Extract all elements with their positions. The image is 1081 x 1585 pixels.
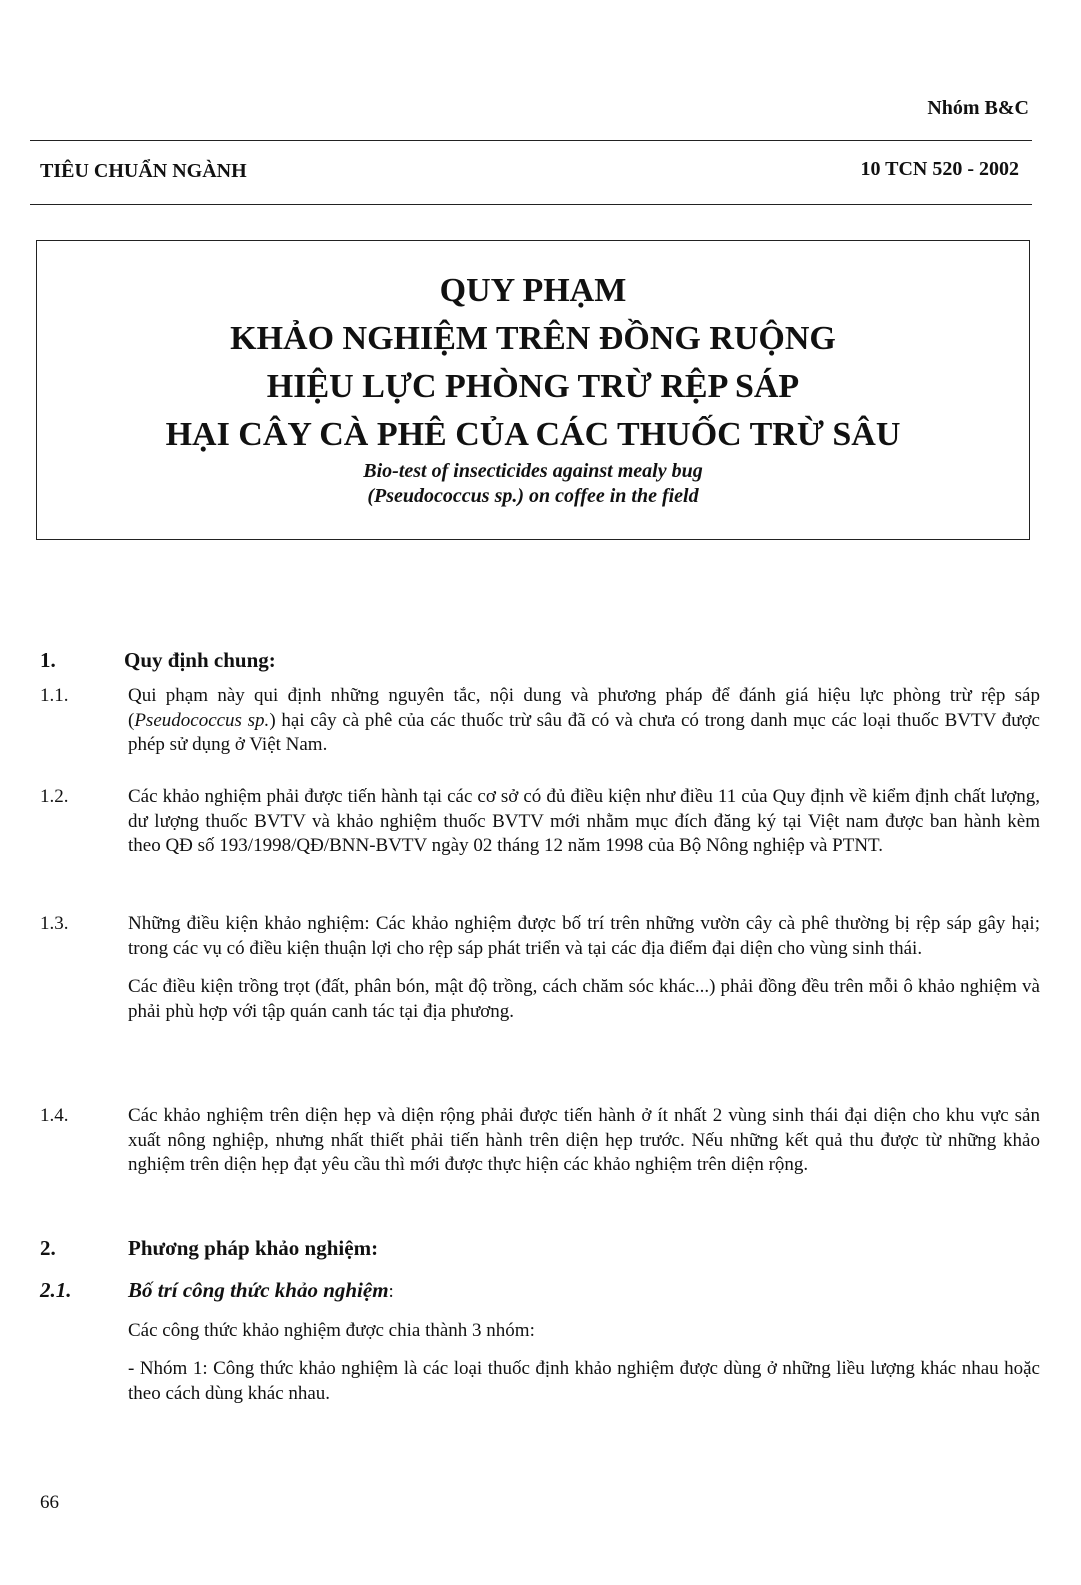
section-1-heading <box>40 648 1040 673</box>
clause-number: 2.1. <box>40 1278 72 1302</box>
section-2-heading <box>40 1236 1040 1261</box>
section-number: 1. <box>40 648 56 672</box>
title-line: QUY PHẠM <box>439 272 627 309</box>
title-box <box>36 240 1030 540</box>
clause-text <box>128 684 1040 758</box>
subtitle-line: (Pseudococcus sp.) on coffee in the field <box>367 485 699 507</box>
clause-text: Các khảo nghiệm phải được tiến hành tại các cơ sở có đủ điều kiện như điều 11 của Quy định về kiểm định chất lượng, dư lượng thuốc BVTV và khảo nghiệm thuốc BVTV mới nhằm mục đích đăng ký tại Việt nam được ban hành kèm theo QĐ số 193/1998/QĐ/BNN-BVTV ngày 02 tháng 12 năm 1998 của Bộ Nông nghiệp và PTNT. <box>128 786 1040 856</box>
group-label: Nhóm B&C <box>927 97 1029 119</box>
divider <box>30 204 1032 205</box>
title-line: HIỆU LỰC PHÒNG TRỪ RỆP SÁP <box>266 368 800 405</box>
species-name: Pseudococcus sp. <box>134 709 270 731</box>
clause-number: 1.1. <box>40 685 69 706</box>
clause-1-2 <box>40 785 1040 859</box>
text: Qui phạm này qui định những nguyên tắc, nội dung và phương pháp để đánh giá hiệu lực phòng trừ rệp sáp ( <box>128 685 1040 731</box>
section-title: Quy định chung: <box>124 648 276 672</box>
clause-text: - Nhóm 1: Công thức khảo nghiệm là các loại thuốc định khảo nghiệm được dùng ở những liều lượng khác nhau hoặc theo cách dùng khác nhau. <box>128 1358 1040 1404</box>
standard-code: 10 TCN 520 - 2002 <box>860 158 1019 180</box>
clause-1-3 <box>40 912 1040 1024</box>
clause-title <box>128 1278 1040 1305</box>
title-line: HẠI CÂY CÀ PHÊ CỦA CÁC THUỐC TRỪ SÂU <box>165 416 901 453</box>
clause-number: 1.3. <box>40 913 69 934</box>
clause-2-1 <box>40 1278 1040 1406</box>
text: ) hại cây cà phê của các thuốc trừ sâu đã có và chưa có trong danh mục các loại thuốc BVTV được phép sử dụng ở Việt Nam. <box>128 709 1040 755</box>
page-number: 66 <box>40 1492 59 1513</box>
section-title: Phương pháp khảo nghiệm: <box>128 1236 379 1260</box>
clause-text: Các điều kiện trồng trọt (đất, phân bón, mật độ trồng, cách chăm sóc khác...) phải đồng đều trên mỗi ô khảo nghiệm và phải phù hợp với tập quán canh tác tại địa phương. <box>128 976 1040 1022</box>
clause-text: Các công thức khảo nghiệm được chia thành 3 nhóm: <box>128 1319 535 1341</box>
clause-number: 1.2. <box>40 786 69 807</box>
clause-1-1 <box>40 684 1040 758</box>
clause-text: Các khảo nghiệm trên diện hẹp và diện rộng phải được tiến hành ở ít nhất 2 vùng sinh thái đại diện cho khu vực sản xuất nông nghiệp, nhưng nhất thiết phải tiến hành trên diện hẹp trước. Nếu những kết quả thu được từ những khảo nghiệm trên diện hẹp đạt yêu cầu thì mới được thực hiện các khảo nghiệm trên diện rộng. <box>128 1105 1040 1175</box>
divider <box>30 140 1032 141</box>
title-line: KHẢO NGHIỆM TRÊN ĐỒNG RUỘNG <box>230 320 836 357</box>
section-number: 2. <box>40 1236 56 1260</box>
standard-category: TIÊU CHUẨN NGÀNH <box>40 160 247 182</box>
clause-title-text: Bố trí công thức khảo nghiệm <box>128 1278 389 1302</box>
subtitle-line: Bio-test of insecticides against mealy bug <box>363 460 703 482</box>
clause-1-4 <box>40 1104 1040 1178</box>
colon: : <box>388 1281 394 1302</box>
clause-text: Những điều kiện khảo nghiệm: Các khảo nghiệm được bố trí trên những vườn cây cà phê thường bị rệp sáp gây hại; trong các vụ có điều kiện thuận lợi cho rệp sáp phát triển và tại các địa điểm đại diện cho vùng sinh thái. <box>128 913 1040 959</box>
clause-number: 1.4. <box>40 1105 69 1126</box>
